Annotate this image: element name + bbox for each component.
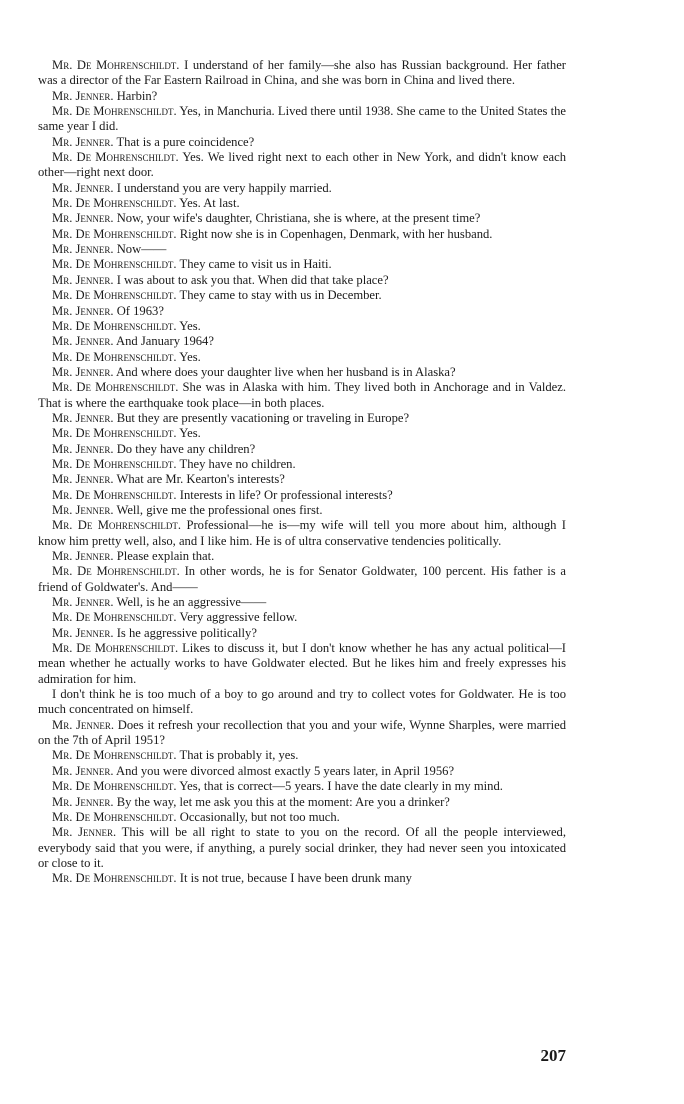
speech-text: But they are presently vacationing or traveling in Europe? bbox=[116, 410, 410, 425]
speech-text: In other words, he is for Senator Goldwater, 100 percent. His father is a friend of Goldwater's. And—— bbox=[38, 564, 566, 594]
speaker-name: Mr. Jenner. bbox=[52, 272, 114, 287]
transcript-paragraph bbox=[38, 104, 566, 135]
transcript-paragraph bbox=[38, 457, 566, 472]
speech-text: Yes. bbox=[179, 426, 201, 441]
speech-text: This will be all right to state to you on the record. Of all the people interviewed, everybody said that you were, if anything, a purely social drinker, they had never seen you intoxicated or close to it. bbox=[38, 825, 567, 870]
transcript-paragraph bbox=[38, 135, 566, 150]
transcript-paragraph bbox=[38, 748, 566, 763]
speaker-name: Mr. Jenner. bbox=[52, 364, 114, 379]
speech-text: What are Mr. Kearton's interests? bbox=[116, 472, 285, 487]
page-number: 207 bbox=[540, 1046, 566, 1065]
speech-text: Well, is he an aggressive—— bbox=[116, 595, 267, 610]
speech-text: Occasionally, but not too much. bbox=[179, 809, 340, 824]
speaker-name: Mr. De Mohrenschildt. bbox=[52, 809, 177, 824]
speech-text: Interests in life? Or professional interests? bbox=[179, 487, 393, 502]
speaker-name: Mr. De Mohrenschildt. bbox=[52, 456, 177, 471]
speaker-name: Mr. Jenner. bbox=[52, 472, 114, 487]
speaker-name: Mr. De Mohrenschildt. bbox=[52, 380, 179, 395]
speech-text: Very aggressive fellow. bbox=[179, 610, 298, 625]
transcript-paragraph bbox=[38, 779, 566, 794]
transcript-paragraph bbox=[38, 488, 566, 503]
transcript-paragraph bbox=[38, 304, 566, 319]
speaker-name: Mr. Jenner. bbox=[52, 134, 114, 149]
transcript-paragraph bbox=[38, 442, 566, 457]
speech-text: Is he aggressive politically? bbox=[116, 625, 257, 640]
speaker-name: Mr. De Mohrenschildt. bbox=[52, 779, 177, 794]
transcript-paragraph bbox=[38, 518, 566, 549]
transcript-paragraph bbox=[38, 687, 566, 718]
transcript-paragraph bbox=[38, 871, 566, 886]
speech-text: Now, your wife's daughter, Christiana, she is where, at the present time? bbox=[116, 211, 481, 226]
speech-text: And January 1964? bbox=[116, 334, 214, 349]
speaker-name: Mr. Jenner. bbox=[52, 242, 114, 257]
transcript-paragraph bbox=[38, 718, 566, 749]
transcript-paragraph bbox=[38, 58, 566, 89]
speaker-name: Mr. Jenner. bbox=[52, 595, 114, 610]
speech-text: They came to stay with us in December. bbox=[179, 288, 382, 303]
speaker-name: Mr. Jenner. bbox=[52, 410, 114, 425]
transcript-paragraph bbox=[38, 150, 566, 181]
speech-text: I understand of her family—she also has Russian background. Her father was a director of the Far Eastern Railroad in China, and she was born in China and lived there. bbox=[38, 58, 566, 88]
speech-text: I was about to ask you that. When did that take place? bbox=[116, 272, 389, 287]
transcript-paragraph bbox=[38, 257, 566, 272]
speech-text: Well, give me the professional ones first. bbox=[116, 502, 323, 517]
transcript-paragraph bbox=[38, 610, 566, 625]
speech-text: She was in Alaska with him. They lived both in Anchorage and in Valdez. That is where the earthquake took place—in both places. bbox=[38, 380, 566, 410]
speaker-name: Mr. Jenner. bbox=[52, 625, 114, 640]
transcript-paragraph bbox=[38, 288, 566, 303]
speech-text: And where does your daughter live when her husband is in Alaska? bbox=[116, 364, 456, 379]
speaker-name: Mr. De Mohrenschildt. bbox=[52, 318, 177, 333]
transcript-paragraph bbox=[38, 564, 566, 595]
transcript-paragraph bbox=[38, 411, 566, 426]
transcript-paragraph bbox=[38, 795, 566, 810]
speaker-name: Mr. De Mohrenschildt. bbox=[52, 871, 177, 886]
speaker-name: Mr. De Mohrenschildt. bbox=[52, 564, 180, 579]
speaker-name: Mr. Jenner. bbox=[52, 441, 114, 456]
speech-text: That is probably it, yes. bbox=[179, 748, 299, 763]
speaker-name: Mr. Jenner. bbox=[52, 334, 114, 349]
transcript-paragraph bbox=[38, 472, 566, 487]
transcript-paragraph bbox=[38, 810, 566, 825]
speaker-name: Mr. De Mohrenschildt. bbox=[52, 104, 177, 119]
transcript-paragraph bbox=[38, 242, 566, 257]
speech-text: They came to visit us in Haiti. bbox=[179, 257, 332, 272]
speech-text: Now—— bbox=[116, 242, 167, 257]
speaker-name: Mr. De Mohrenschildt. bbox=[52, 226, 177, 241]
speech-text: Harbin? bbox=[116, 88, 158, 103]
transcript-page bbox=[38, 58, 566, 887]
transcript-paragraph bbox=[38, 426, 566, 441]
transcript-paragraph bbox=[38, 380, 566, 411]
transcript-paragraph bbox=[38, 626, 566, 641]
speech-text: Does it refresh your recollection that you and your wife, Wynne Sharples, were married on the 7th of April 1951? bbox=[38, 717, 567, 748]
speaker-name: Mr. De Mohrenschildt. bbox=[52, 487, 177, 502]
speaker-name: Mr. De Mohrenschildt. bbox=[52, 58, 180, 72]
speech-text: That is a pure coincidence? bbox=[116, 134, 255, 149]
speech-text: They have no children. bbox=[179, 456, 296, 471]
transcript-paragraph bbox=[38, 595, 566, 610]
speaker-name: Mr. Jenner. bbox=[52, 763, 114, 778]
transcript-paragraph bbox=[38, 181, 566, 196]
speech-text: I don't think he is too much of a boy to go around and try to collect votes for Goldwater. He is too much concentrated on himself. bbox=[38, 687, 566, 717]
speaker-name: Mr. Jenner. bbox=[52, 794, 114, 809]
transcript-paragraph bbox=[38, 227, 566, 242]
speech-text: Yes. bbox=[179, 318, 201, 333]
transcript-paragraph bbox=[38, 365, 566, 380]
speaker-name: Mr. Jenner. bbox=[52, 717, 115, 732]
transcript-paragraph bbox=[38, 825, 566, 871]
transcript-paragraph bbox=[38, 319, 566, 334]
speech-text: Yes, in Manchuria. Lived there until 1938. She came to the United States the same year I did. bbox=[38, 104, 567, 134]
transcript-paragraph bbox=[38, 273, 566, 288]
speech-text: Professional—he is—my wife will tell you more about him, although I know him pretty well, also, and I like him. He is of ultra conservative tendencies politically. bbox=[38, 518, 566, 548]
transcript-paragraph bbox=[38, 196, 566, 211]
speech-text: Please explain that. bbox=[116, 549, 215, 563]
speaker-name: Mr. De Mohrenschildt. bbox=[52, 748, 177, 763]
speaker-name: Mr. De Mohrenschildt. bbox=[52, 641, 179, 656]
speech-text: Of 1963? bbox=[116, 303, 164, 318]
transcript-paragraph bbox=[38, 334, 566, 349]
speaker-name: Mr. Jenner. bbox=[52, 825, 117, 840]
speaker-name: Mr. De Mohrenschildt. bbox=[52, 349, 177, 364]
speech-text: Yes. We lived right next to each other in New York, and didn't know each other—right next door. bbox=[38, 150, 566, 180]
transcript-paragraph bbox=[38, 350, 566, 365]
transcript-paragraph bbox=[38, 503, 566, 518]
speech-text: By the way, let me ask you this at the moment: Are you a drinker? bbox=[116, 794, 450, 809]
transcript-paragraph bbox=[38, 549, 566, 564]
speech-text: And you were divorced almost exactly 5 years later, in April 1956? bbox=[116, 763, 455, 778]
speech-text: Yes, that is correct—5 years. I have the date clearly in my mind. bbox=[179, 779, 503, 794]
speech-text: Likes to discuss it, but I don't know whether he has any actual political—I mean whether he actually works to have Goldwater elected. But he likes him and freely expresses his admiration for him. bbox=[38, 641, 566, 686]
transcript-paragraph bbox=[38, 641, 566, 687]
transcript-paragraph bbox=[38, 211, 566, 226]
transcript-paragraph bbox=[38, 764, 566, 779]
speaker-name: Mr. Jenner. bbox=[52, 211, 114, 226]
speaker-name: Mr. De Mohrenschildt. bbox=[52, 288, 177, 303]
speech-text: Yes. At last. bbox=[179, 196, 240, 211]
speaker-name: Mr. Jenner. bbox=[52, 549, 114, 563]
speech-text: Right now she is in Copenhagen, Denmark, with her husband. bbox=[179, 226, 493, 241]
speaker-name: Mr. Jenner. bbox=[52, 303, 114, 318]
speech-text: It is not true, because I have been drunk many bbox=[179, 871, 412, 886]
speaker-name: Mr. Jenner. bbox=[52, 88, 114, 103]
speaker-name: Mr. Jenner. bbox=[52, 502, 114, 517]
speaker-name: Mr. De Mohrenschildt. bbox=[52, 518, 182, 533]
speaker-name: Mr. De Mohrenschildt. bbox=[52, 257, 177, 272]
speaker-name: Mr. De Mohrenschildt. bbox=[52, 426, 177, 441]
speaker-name: Mr. De Mohrenschildt. bbox=[52, 150, 179, 165]
speaker-name: Mr. Jenner. bbox=[52, 180, 114, 195]
transcript-paragraph bbox=[38, 89, 566, 104]
speech-text: Yes. bbox=[179, 349, 201, 364]
speech-text: I understand you are very happily married. bbox=[116, 180, 332, 195]
speaker-name: Mr. De Mohrenschildt. bbox=[52, 610, 177, 625]
speech-text: Do they have any children? bbox=[116, 441, 256, 456]
speaker-name: Mr. De Mohrenschildt. bbox=[52, 196, 177, 211]
